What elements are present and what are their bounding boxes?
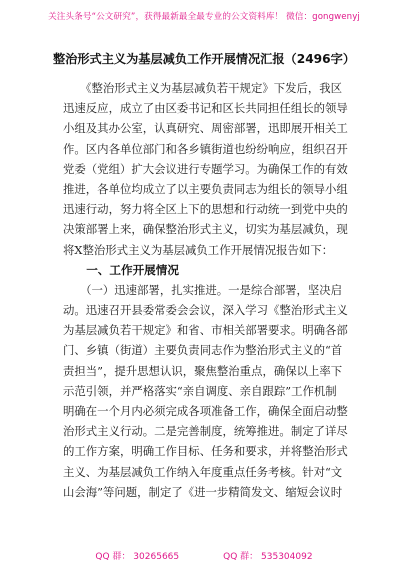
section-line: 山会海”等问题，制定了《进一步精简发文、缩短会议时 (63, 484, 343, 499)
qq-group-2: QQ 群： 535304092 (223, 552, 313, 562)
section-line: 责担当”，提升思想认识，聚焦整治重点，确保以上率下 (63, 363, 343, 378)
paragraph-line: 党委（党组）扩大会议进行专题学习。为确保工作的有效 (63, 161, 348, 176)
section-line: 门、乡镇（街道）主要负责同志作为整治形式主义的“首 (63, 343, 343, 358)
paragraph-line: 迅速行动，努力将全区上下的思想和行动统一到党中央的 (63, 202, 348, 217)
document-title: 整治形式主义为基层减负工作开展情况汇报（2496字） (52, 52, 356, 66)
document-body (63, 78, 346, 502)
section-line: 动。迅速召开县委常委会会议，深入学习《整治形式主义 (63, 303, 348, 318)
header-banner: 关注头条号“公文研究”，获得最新最全最专业的公文资料库！ 微信：gongwenyj (48, 12, 360, 22)
paragraph-line: 将X整治形式主义为基层减负工作开展情况报告如下： (63, 242, 334, 257)
paragraph-line: 小组及其办公室，认真研究、周密部署，迅即展开相关工 (63, 121, 348, 136)
section-line: （一）迅速部署，扎实推进。一是综合部署，坚决启 (63, 282, 343, 297)
section-line: 主义、为基层减负工作纳入年度重点任务考核。针对“文 (63, 464, 343, 479)
section-heading: 一、工作开展情况 (63, 262, 179, 277)
paragraph-line: 《整治形式主义为基层减负若干规定》下发后，我区 (63, 81, 343, 95)
section-line: 为基层减负若干规定》和省、市相关部署要求。明确各部 (63, 323, 348, 338)
paragraph-line: 推进，各单位均成立了以主要负责同志为组长的领导小组 (63, 181, 348, 196)
qq-group-1: QQ 群： 30265665 (95, 552, 180, 562)
paragraph-line: 迅速反应，成立了由区委书记和区长共同担任组长的领导 (63, 101, 348, 116)
paragraph-line: 作。区内各单位部门和各乡镇街道也纷纷响应，组织召开 (63, 141, 348, 156)
section-line: 示范引领，并严格落实“亲自调度、亲自跟踪”工作机制 (63, 383, 337, 398)
section-line: 的工作方案，明确工作目标、任务和要求，并将整治形式 (63, 444, 348, 459)
footer-contact (0, 549, 408, 562)
paragraph-line: 决策部署上来，确保整治形式主义，切实为基层减负，现 (63, 222, 348, 237)
section-line: 治形式主义行动。二是完善制度，统筹推进。制定了详尽 (63, 424, 348, 439)
section-line: 明确在一个月内必须完成各项准备工作，确保全面启动整 (63, 404, 348, 418)
